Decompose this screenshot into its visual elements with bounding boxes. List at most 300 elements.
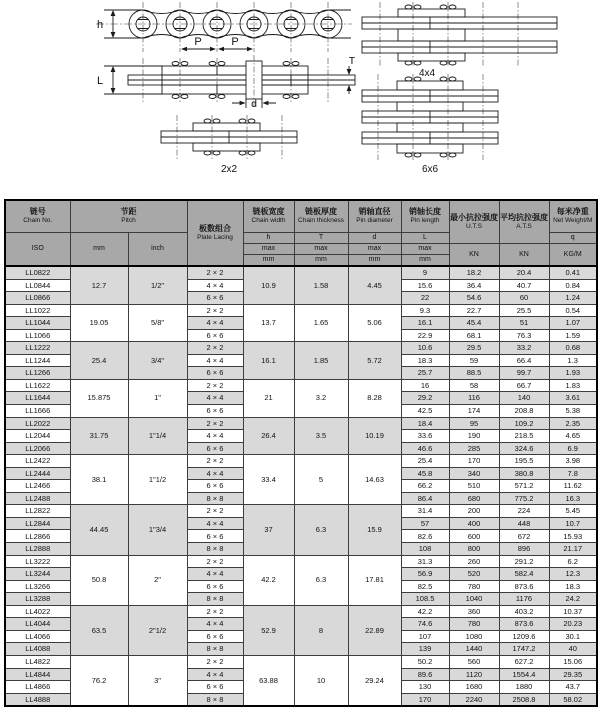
cell-chain-thickness: 1.58 [294,266,348,304]
cell-ats: 51 [499,317,549,330]
cell-pitch-mm: 44.45 [70,505,128,555]
cell-uts: 1040 [449,593,499,606]
cell-net-weight: 5.45 [549,505,597,518]
cell-net-weight: 15.06 [549,655,597,668]
cell-plate-lacing: 8 × 8 [187,643,243,656]
cell-chain-no: LL4888 [5,693,70,706]
cell-net-weight: 1.93 [549,367,597,380]
cell-chain-thickness: 6.3 [294,505,348,555]
cell-uts: 1080 [449,630,499,643]
cell-net-weight: 3.61 [549,392,597,405]
cell-plate-lacing: 6 × 6 [187,405,243,418]
cell-pin-length: 42.5 [401,405,449,418]
cell-chain-width: 63.88 [243,655,294,706]
cell-pin-length: 29.2 [401,392,449,405]
cell-pin-length: 89.6 [401,668,449,681]
cell-uts: 59 [449,354,499,367]
table-row [5,266,597,279]
cell-net-weight: 5.38 [549,405,597,418]
cell-pin-length: 66.2 [401,480,449,493]
dim-label-p1: P [194,36,202,48]
cell-chain-no: LL4044 [5,618,70,631]
cell-chain-no: LL1244 [5,354,70,367]
cell-chain-no: LL2422 [5,455,70,468]
cell-ats: 2508.8 [499,693,549,706]
cell-uts: 36.4 [449,279,499,292]
cell-ats: 208.8 [499,405,549,418]
cell-uts: 340 [449,467,499,480]
cell-pin-length: 74.6 [401,618,449,631]
header-ats-unit: KN [499,243,549,266]
cell-pin-length: 82.6 [401,530,449,543]
header-width-symbol: h [243,232,294,243]
cell-chain-width: 21 [243,379,294,417]
header-chain-thickness: 链板厚度 Chain thickness [294,200,348,232]
cell-ats: 775.2 [499,492,549,505]
cell-chain-no: LL2888 [5,543,70,556]
cell-plate-lacing: 8 × 8 [187,492,243,505]
cell-chain-thickness: 1.85 [294,342,348,380]
cell-plate-lacing: 2 × 2 [187,379,243,392]
header-plate-lacing: 板数组合 Plate Lacing [187,200,243,266]
cell-chain-no: LL2022 [5,417,70,430]
cell-net-weight: 15.93 [549,530,597,543]
table-row [5,342,597,355]
cell-pin-diameter: 8.28 [348,379,401,417]
cell-chain-no: LL1644 [5,392,70,405]
cell-chain-no: LL2488 [5,492,70,505]
cell-pitch-mm: 19.05 [70,304,128,342]
label-6x6: 6x6 [421,164,439,175]
cell-uts: 780 [449,580,499,593]
lacing-6x6-diagram [362,74,498,175]
cell-plate-lacing: 6 × 6 [187,367,243,380]
cell-pin-length: 16.1 [401,317,449,330]
cell-chain-width: 16.1 [243,342,294,380]
cell-ats: 33.2 [499,342,549,355]
header-iso: ISO [5,232,70,266]
cell-net-weight: 30.1 [549,630,597,643]
spec-table-header [5,200,597,266]
cell-uts: 170 [449,455,499,468]
cell-ats: 1209.6 [499,630,549,643]
cell-uts: 1120 [449,668,499,681]
cell-pin-length: 33.6 [401,430,449,443]
cell-chain-width: 37 [243,505,294,555]
header-pinlen-max: max [401,243,449,254]
cell-pitch-inch: 5/8" [128,304,187,342]
cell-chain-no: LL4022 [5,605,70,618]
cell-uts: 58 [449,379,499,392]
cell-net-weight: 3.98 [549,455,597,468]
header-width-mm: mm [243,254,294,266]
cell-pitch-mm: 31.75 [70,417,128,455]
cell-uts: 29.5 [449,342,499,355]
cell-ats: 448 [499,517,549,530]
cell-ats: 109.2 [499,417,549,430]
cell-chain-no: LL3266 [5,580,70,593]
cell-pitch-mm: 12.7 [70,266,128,304]
cell-ats: 1176 [499,593,549,606]
cell-plate-lacing: 8 × 8 [187,693,243,706]
cell-pin-length: 130 [401,681,449,694]
cell-pin-length: 46.6 [401,442,449,455]
cell-chain-width: 10.9 [243,266,294,304]
cell-ats: 66.4 [499,354,549,367]
cell-pin-length: 22.9 [401,329,449,342]
cell-chain-thickness: 10 [294,655,348,706]
cell-plate-lacing: 4 × 4 [187,517,243,530]
cell-ats: 403.2 [499,605,549,618]
cell-pin-diameter: 10.19 [348,417,401,455]
cell-net-weight: 1.3 [549,354,597,367]
cell-plate-lacing: 4 × 4 [187,568,243,581]
cell-pitch-inch: 3/4" [128,342,187,380]
cell-net-weight: 0.84 [549,279,597,292]
cell-ats: 627.2 [499,655,549,668]
cell-net-weight: 21.17 [549,543,597,556]
cell-pin-diameter: 5.06 [348,304,401,342]
cell-pin-length: 57 [401,517,449,530]
cell-plate-lacing: 2 × 2 [187,605,243,618]
cell-pin-length: 16 [401,379,449,392]
header-ats: 平均抗拉强度 A.T.S [499,200,549,243]
cell-uts: 360 [449,605,499,618]
cell-pitch-inch: 1"3/4 [128,505,187,555]
cell-pin-length: 22 [401,292,449,305]
cell-net-weight: 20.23 [549,618,597,631]
header-thickness-max: max [294,243,348,254]
cell-plate-lacing: 2 × 2 [187,304,243,317]
cell-net-weight: 12.3 [549,568,597,581]
cell-net-weight: 7.8 [549,467,597,480]
cell-pitch-mm: 25.4 [70,342,128,380]
cell-uts: 800 [449,543,499,556]
cell-net-weight: 43.7 [549,681,597,694]
cell-pin-length: 42.2 [401,605,449,618]
cell-ats: 195.5 [499,455,549,468]
header-pitch-inch: inch [128,232,187,266]
lacing-4x4-diagram [362,2,557,79]
header-width-max: max [243,243,294,254]
cell-chain-no: LL3244 [5,568,70,581]
dimension-d [232,98,276,110]
cell-ats: 20.4 [499,266,549,279]
cell-ats: 380.8 [499,467,549,480]
cell-chain-no: LL4844 [5,668,70,681]
cell-chain-no: LL4088 [5,643,70,656]
header-thickness-mm: mm [294,254,348,266]
cell-uts: 95 [449,417,499,430]
header-pin-length: 销轴长度 Pin length [401,200,449,232]
cell-net-weight: 1.24 [549,292,597,305]
cell-pin-diameter: 4.45 [348,266,401,304]
cell-chain-no: LL2066 [5,442,70,455]
table-row [5,655,597,668]
cell-net-weight: 1.59 [549,329,597,342]
cell-chain-no: LL2822 [5,505,70,518]
cell-net-weight: 0.41 [549,266,597,279]
header-pindia-max: max [348,243,401,254]
cell-chain-thickness: 6.3 [294,555,348,605]
cell-ats: 1747.2 [499,643,549,656]
cell-net-weight: 6.2 [549,555,597,568]
cell-pitch-inch: 1"1/4 [128,417,187,455]
lacing-2x2-diagram [161,115,297,175]
cell-plate-lacing: 4 × 4 [187,430,243,443]
cell-plate-lacing: 4 × 4 [187,618,243,631]
table-row [5,605,597,618]
cell-chain-no: LL0866 [5,292,70,305]
cell-pin-length: 108.5 [401,593,449,606]
cell-pin-length: 107 [401,630,449,643]
cell-uts: 260 [449,555,499,568]
cell-ats: 1554.4 [499,668,549,681]
cell-plate-lacing: 6 × 6 [187,630,243,643]
cell-plate-lacing: 4 × 4 [187,392,243,405]
cell-plate-lacing: 6 × 6 [187,530,243,543]
cell-uts: 116 [449,392,499,405]
cell-pin-length: 15.6 [401,279,449,292]
cell-ats: 25.5 [499,304,549,317]
cell-uts: 174 [449,405,499,418]
cell-chain-no: LL1044 [5,317,70,330]
cell-pin-length: 45.8 [401,467,449,480]
cell-uts: 190 [449,430,499,443]
header-chain-width: 链板宽度 Chain width [243,200,294,232]
header-chain-no: 链号 Chain No. [5,200,70,232]
cell-pitch-inch: 1"1/2 [128,455,187,505]
cell-chain-no: LL4822 [5,655,70,668]
cell-net-weight: 10.7 [549,517,597,530]
cell-plate-lacing: 4 × 4 [187,668,243,681]
cell-net-weight: 10.37 [549,605,597,618]
cell-chain-no: LL2844 [5,517,70,530]
cell-chain-thickness: 5 [294,455,348,505]
cell-ats: 60 [499,292,549,305]
header-uts: 最小抗拉强度 U.T.S [449,200,499,243]
cell-chain-width: 42.2 [243,555,294,605]
cell-net-weight: 24.2 [549,593,597,606]
header-uts-unit: KN [449,243,499,266]
cell-pin-diameter: 14.63 [348,455,401,505]
table-row [5,304,597,317]
cell-pitch-inch: 2" [128,555,187,605]
cell-net-weight: 0.68 [549,342,597,355]
chain-side-view-diagram [96,2,352,52]
cell-chain-no: LL4066 [5,630,70,643]
cell-chain-thickness: 1.65 [294,304,348,342]
cell-ats: 66.7 [499,379,549,392]
cell-net-weight: 1.83 [549,379,597,392]
cell-plate-lacing: 6 × 6 [187,580,243,593]
cell-plate-lacing: 4 × 4 [187,467,243,480]
header-pitch-mm: mm [70,232,128,266]
cell-chain-no: LL1022 [5,304,70,317]
cell-plate-lacing: 2 × 2 [187,555,243,568]
table-row [5,555,597,568]
cell-pin-diameter: 15.9 [348,505,401,555]
spec-table [4,199,598,707]
header-thickness-symbol: T [294,232,348,243]
cell-uts: 18.2 [449,266,499,279]
cell-chain-thickness: 3.5 [294,417,348,455]
cell-plate-lacing: 6 × 6 [187,292,243,305]
cell-net-weight: 16.3 [549,492,597,505]
cell-plate-lacing: 2 × 2 [187,266,243,279]
cell-chain-width: 52.9 [243,605,294,655]
cell-uts: 680 [449,492,499,505]
cell-ats: 672 [499,530,549,543]
cell-pin-length: 18.3 [401,354,449,367]
cell-ats: 571.2 [499,480,549,493]
cell-plate-lacing: 6 × 6 [187,681,243,694]
cell-net-weight: 1.07 [549,317,597,330]
cell-uts: 400 [449,517,499,530]
cell-pin-length: 31.3 [401,555,449,568]
cell-pin-length: 170 [401,693,449,706]
cell-uts: 22.7 [449,304,499,317]
cell-plate-lacing: 4 × 4 [187,317,243,330]
cell-pin-length: 9.3 [401,304,449,317]
cell-uts: 68.1 [449,329,499,342]
cell-net-weight: 0.54 [549,304,597,317]
cell-chain-no: LL1222 [5,342,70,355]
cell-ats: 76.3 [499,329,549,342]
cell-chain-no: LL3288 [5,593,70,606]
cell-plate-lacing: 6 × 6 [187,442,243,455]
cell-ats: 582.4 [499,568,549,581]
chain-plan-view-diagram [97,55,356,110]
cell-chain-thickness: 3.2 [294,379,348,417]
cell-uts: 54.6 [449,292,499,305]
cell-pitch-mm: 15.875 [70,379,128,417]
cell-chain-no: LL2866 [5,530,70,543]
cell-net-weight: 58.02 [549,693,597,706]
cell-chain-no: LL1066 [5,329,70,342]
cell-pin-length: 82.5 [401,580,449,593]
header-pindia-mm: mm [348,254,401,266]
cell-pin-length: 10.6 [401,342,449,355]
cell-uts: 2240 [449,693,499,706]
spec-table-wrap [4,199,598,707]
cell-pitch-mm: 50.8 [70,555,128,605]
cell-pin-length: 9 [401,266,449,279]
cell-pitch-inch: 1" [128,379,187,417]
cell-uts: 780 [449,618,499,631]
cell-uts: 45.4 [449,317,499,330]
cell-pin-length: 86.4 [401,492,449,505]
dimension-t [347,55,356,94]
cell-plate-lacing: 2 × 2 [187,455,243,468]
cell-net-weight: 18.3 [549,580,597,593]
cell-plate-lacing: 8 × 8 [187,543,243,556]
cell-ats: 140 [499,392,549,405]
cell-net-weight: 11.62 [549,480,597,493]
dim-label-t: T [348,55,356,67]
cell-pitch-mm: 76.2 [70,655,128,706]
cell-pin-diameter: 22.89 [348,605,401,655]
cell-chain-no: LL3222 [5,555,70,568]
cell-pin-length: 108 [401,543,449,556]
label-4x4: 4x4 [418,68,436,79]
cell-plate-lacing: 6 × 6 [187,329,243,342]
dim-label-h: h [96,19,104,31]
cell-ats: 40.7 [499,279,549,292]
cell-ats: 224 [499,505,549,518]
cell-ats: 896 [499,543,549,556]
cell-pitch-inch: 2"1/2 [128,605,187,655]
cell-ats: 873.6 [499,580,549,593]
cell-ats: 873.6 [499,618,549,631]
cell-ats: 218.5 [499,430,549,443]
cell-pin-diameter: 5.72 [348,342,401,380]
cell-ats: 291.2 [499,555,549,568]
cell-chain-no: LL0844 [5,279,70,292]
cell-net-weight: 40 [549,643,597,656]
cell-uts: 285 [449,442,499,455]
cell-net-weight: 6.9 [549,442,597,455]
header-pindia-symbol: d [348,232,401,243]
cell-plate-lacing: 2 × 2 [187,505,243,518]
cell-uts: 600 [449,530,499,543]
cell-pin-length: 56.9 [401,568,449,581]
dim-label-d: d [251,98,257,110]
cell-uts: 510 [449,480,499,493]
cell-uts: 88.5 [449,367,499,380]
cell-plate-lacing: 2 × 2 [187,655,243,668]
cell-chain-no: LL1266 [5,367,70,380]
header-weight-unit: KG/M [549,243,597,266]
header-pinlen-symbol: L [401,232,449,243]
cell-uts: 1440 [449,643,499,656]
cell-uts: 1680 [449,681,499,694]
cell-ats: 324.6 [499,442,549,455]
cell-net-weight: 4.65 [549,430,597,443]
cell-pitch-mm: 38.1 [70,455,128,505]
table-row [5,417,597,430]
cell-chain-no: LL2044 [5,430,70,443]
cell-pin-length: 50.2 [401,655,449,668]
label-2x2: 2x2 [220,164,238,175]
cell-pin-length: 139 [401,643,449,656]
table-row [5,379,597,392]
table-row [5,505,597,518]
cell-ats: 99.7 [499,367,549,380]
cell-plate-lacing: 8 × 8 [187,593,243,606]
cell-plate-lacing: 4 × 4 [187,279,243,292]
cell-chain-thickness: 8 [294,605,348,655]
cell-chain-width: 13.7 [243,304,294,342]
cell-chain-width: 26.4 [243,417,294,455]
cell-uts: 520 [449,568,499,581]
chain-diagrams [0,0,600,198]
cell-chain-no: LL2466 [5,480,70,493]
header-pin-diameter: 销轴直径 Pin diameter [348,200,401,232]
cell-net-weight: 29.35 [549,668,597,681]
cell-uts: 560 [449,655,499,668]
spec-table-body [5,266,597,706]
cell-pin-length: 18.4 [401,417,449,430]
cell-plate-lacing: 2 × 2 [187,342,243,355]
cell-chain-no: LL2444 [5,467,70,480]
dim-label-p2: P [231,36,239,48]
cell-chain-no: LL1666 [5,405,70,418]
cell-pitch-inch: 1/2" [128,266,187,304]
cell-pin-diameter: 17.81 [348,555,401,605]
dim-label-l: L [96,75,104,87]
cell-plate-lacing: 2 × 2 [187,417,243,430]
